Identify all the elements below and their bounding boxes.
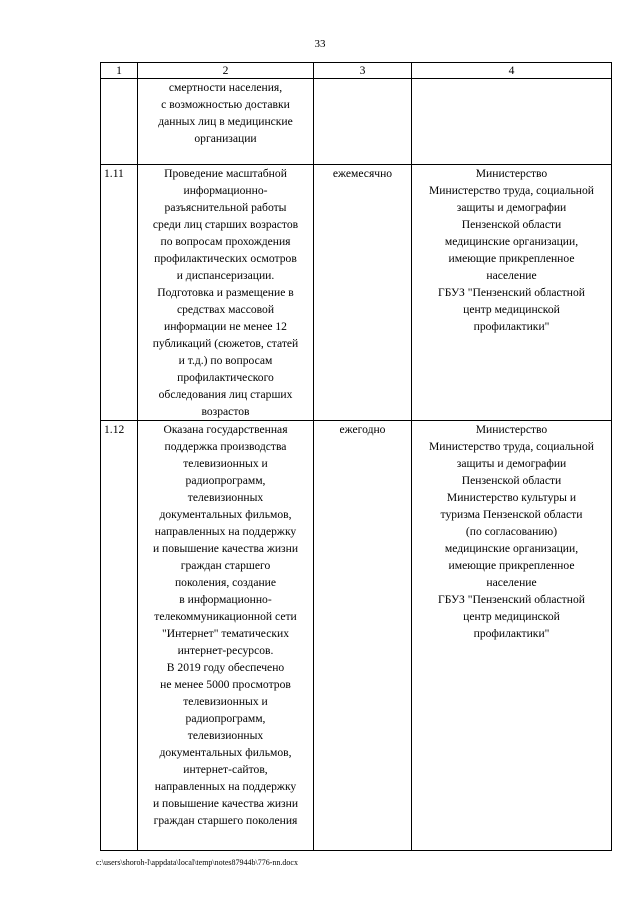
table-row [101,165,612,421]
cell-line: граждан старшего [180,559,271,572]
cell-line: Оказана государственная [163,423,288,436]
cell-line: население [486,269,537,282]
cell-line: телевизионных [187,729,264,742]
cell-line: направленных на поддержку [154,780,297,793]
page-number: 33 [314,38,326,50]
period-cell: ежегодно [314,421,412,851]
cell-line: смертности населения, [168,81,283,94]
cell-line: имеющие прикрепленное [448,559,575,572]
executors-cell [412,165,612,421]
cell-line: Проведение масштабной [164,167,287,180]
cell-line: профилактического [177,371,274,384]
cell-line: ГБУЗ "Пензенский областной [438,593,585,606]
cell-line: Министерство культуры и [446,491,577,504]
cell-line: (по согласованию) [465,525,558,538]
cell-line: в информационно- [179,593,272,606]
cell-line: публикаций (сюжетов, статей [152,337,299,350]
cell-line: поколения, создание [174,576,277,589]
plan-table [100,62,612,851]
header-col-4: 4 [412,63,612,79]
cell-line: Министерство труда, социальной [428,440,595,453]
cell-line: население [486,576,537,589]
cell-line: обследования лиц старших [158,388,293,401]
cell-line: интернет-ресурсов. [177,644,274,657]
cell-line: медицинские организации, [444,542,579,555]
measure-cell [138,79,314,165]
cell-line: интернет-сайтов, [183,763,268,776]
cell-line: Министерство [475,423,548,436]
cell-line: В 2019 году обеспечено [166,661,285,674]
cell-line: направленных на поддержку [154,525,297,538]
cell-line: телекоммуникационной сети [154,610,297,623]
cell-line: медицинские организации, [444,235,579,248]
table-row [101,79,612,165]
cell-line: телевизионных и [183,695,268,708]
cell-line: профилактики" [473,627,550,640]
cell-line: документальных фильмов, [159,746,292,759]
document-file-path: c:\users\shoroh-l\appdata\local\temp\notes87944b\776-nn.docx [96,858,298,867]
cell-line: защиты и демографии [456,201,567,214]
table-header-row [101,63,612,79]
cell-line: телевизионных и [183,457,268,470]
measure-cell [138,421,314,851]
cell-line: Подготовка и размещение в [157,286,294,299]
cell-line: имеющие прикрепленное [448,252,575,265]
cell-line: разъяснительной работы [164,201,287,214]
cell-line: туризма Пензенской области [440,508,583,521]
executors-cell [412,79,612,165]
cell-line: "Интернет" тематических [162,627,289,640]
cell-line: данных лиц в медицинские [158,115,293,128]
cell-line: радиопрограмм, [185,712,266,725]
cell-line: информации не менее 12 [164,320,287,333]
cell-line: центр медицинской [463,610,560,623]
cell-line: Пензенской области [461,474,562,487]
cell-line: поддержка производства [164,440,287,453]
cell-line: информационно- [183,184,268,197]
cell-line: среди лиц старших возрастов [152,218,299,231]
cell-line: организации [194,132,257,145]
cell-line: центр медицинской [463,303,560,316]
executors-cell [412,421,612,851]
cell-line: Министерство [475,167,548,180]
header-col-1: 1 [101,63,138,79]
cell-line: возрастов [201,405,250,418]
cell-line: и диспансеризации. [176,269,275,282]
cell-line: по вопросам прохождения [160,235,291,248]
cell-line: не менее 5000 просмотров [160,678,291,691]
cell-line: Пензенской области [461,218,562,231]
measure-cell [138,165,314,421]
cell-line: телевизионных [187,491,264,504]
header-col-3: 3 [314,63,412,79]
period-cell [314,79,412,165]
header-col-2: 2 [138,63,314,79]
cell-line: и повышение качества жизни [152,542,299,555]
cell-line: профилактических осмотров [154,252,297,265]
cell-line: и т.д.) по вопросам [178,354,273,367]
row-number: 1.12 [101,421,138,851]
cell-line: Министерство труда, социальной [428,184,595,197]
row-number: 1.11 [101,165,138,421]
cell-line: ГБУЗ "Пензенский областной [438,286,585,299]
cell-line: с возможностью доставки [161,98,290,111]
cell-line: документальных фильмов, [159,508,292,521]
period-cell: ежемесячно [314,165,412,421]
cell-line: защиты и демографии [456,457,567,470]
cell-line: средствах массовой [176,303,275,316]
cell-line: граждан старшего поколения [153,814,298,827]
table-row [101,421,612,851]
row-number [101,79,138,165]
cell-line: и повышение качества жизни [152,797,299,810]
cell-line: радиопрограмм, [185,474,266,487]
cell-line: профилактики" [473,320,550,333]
